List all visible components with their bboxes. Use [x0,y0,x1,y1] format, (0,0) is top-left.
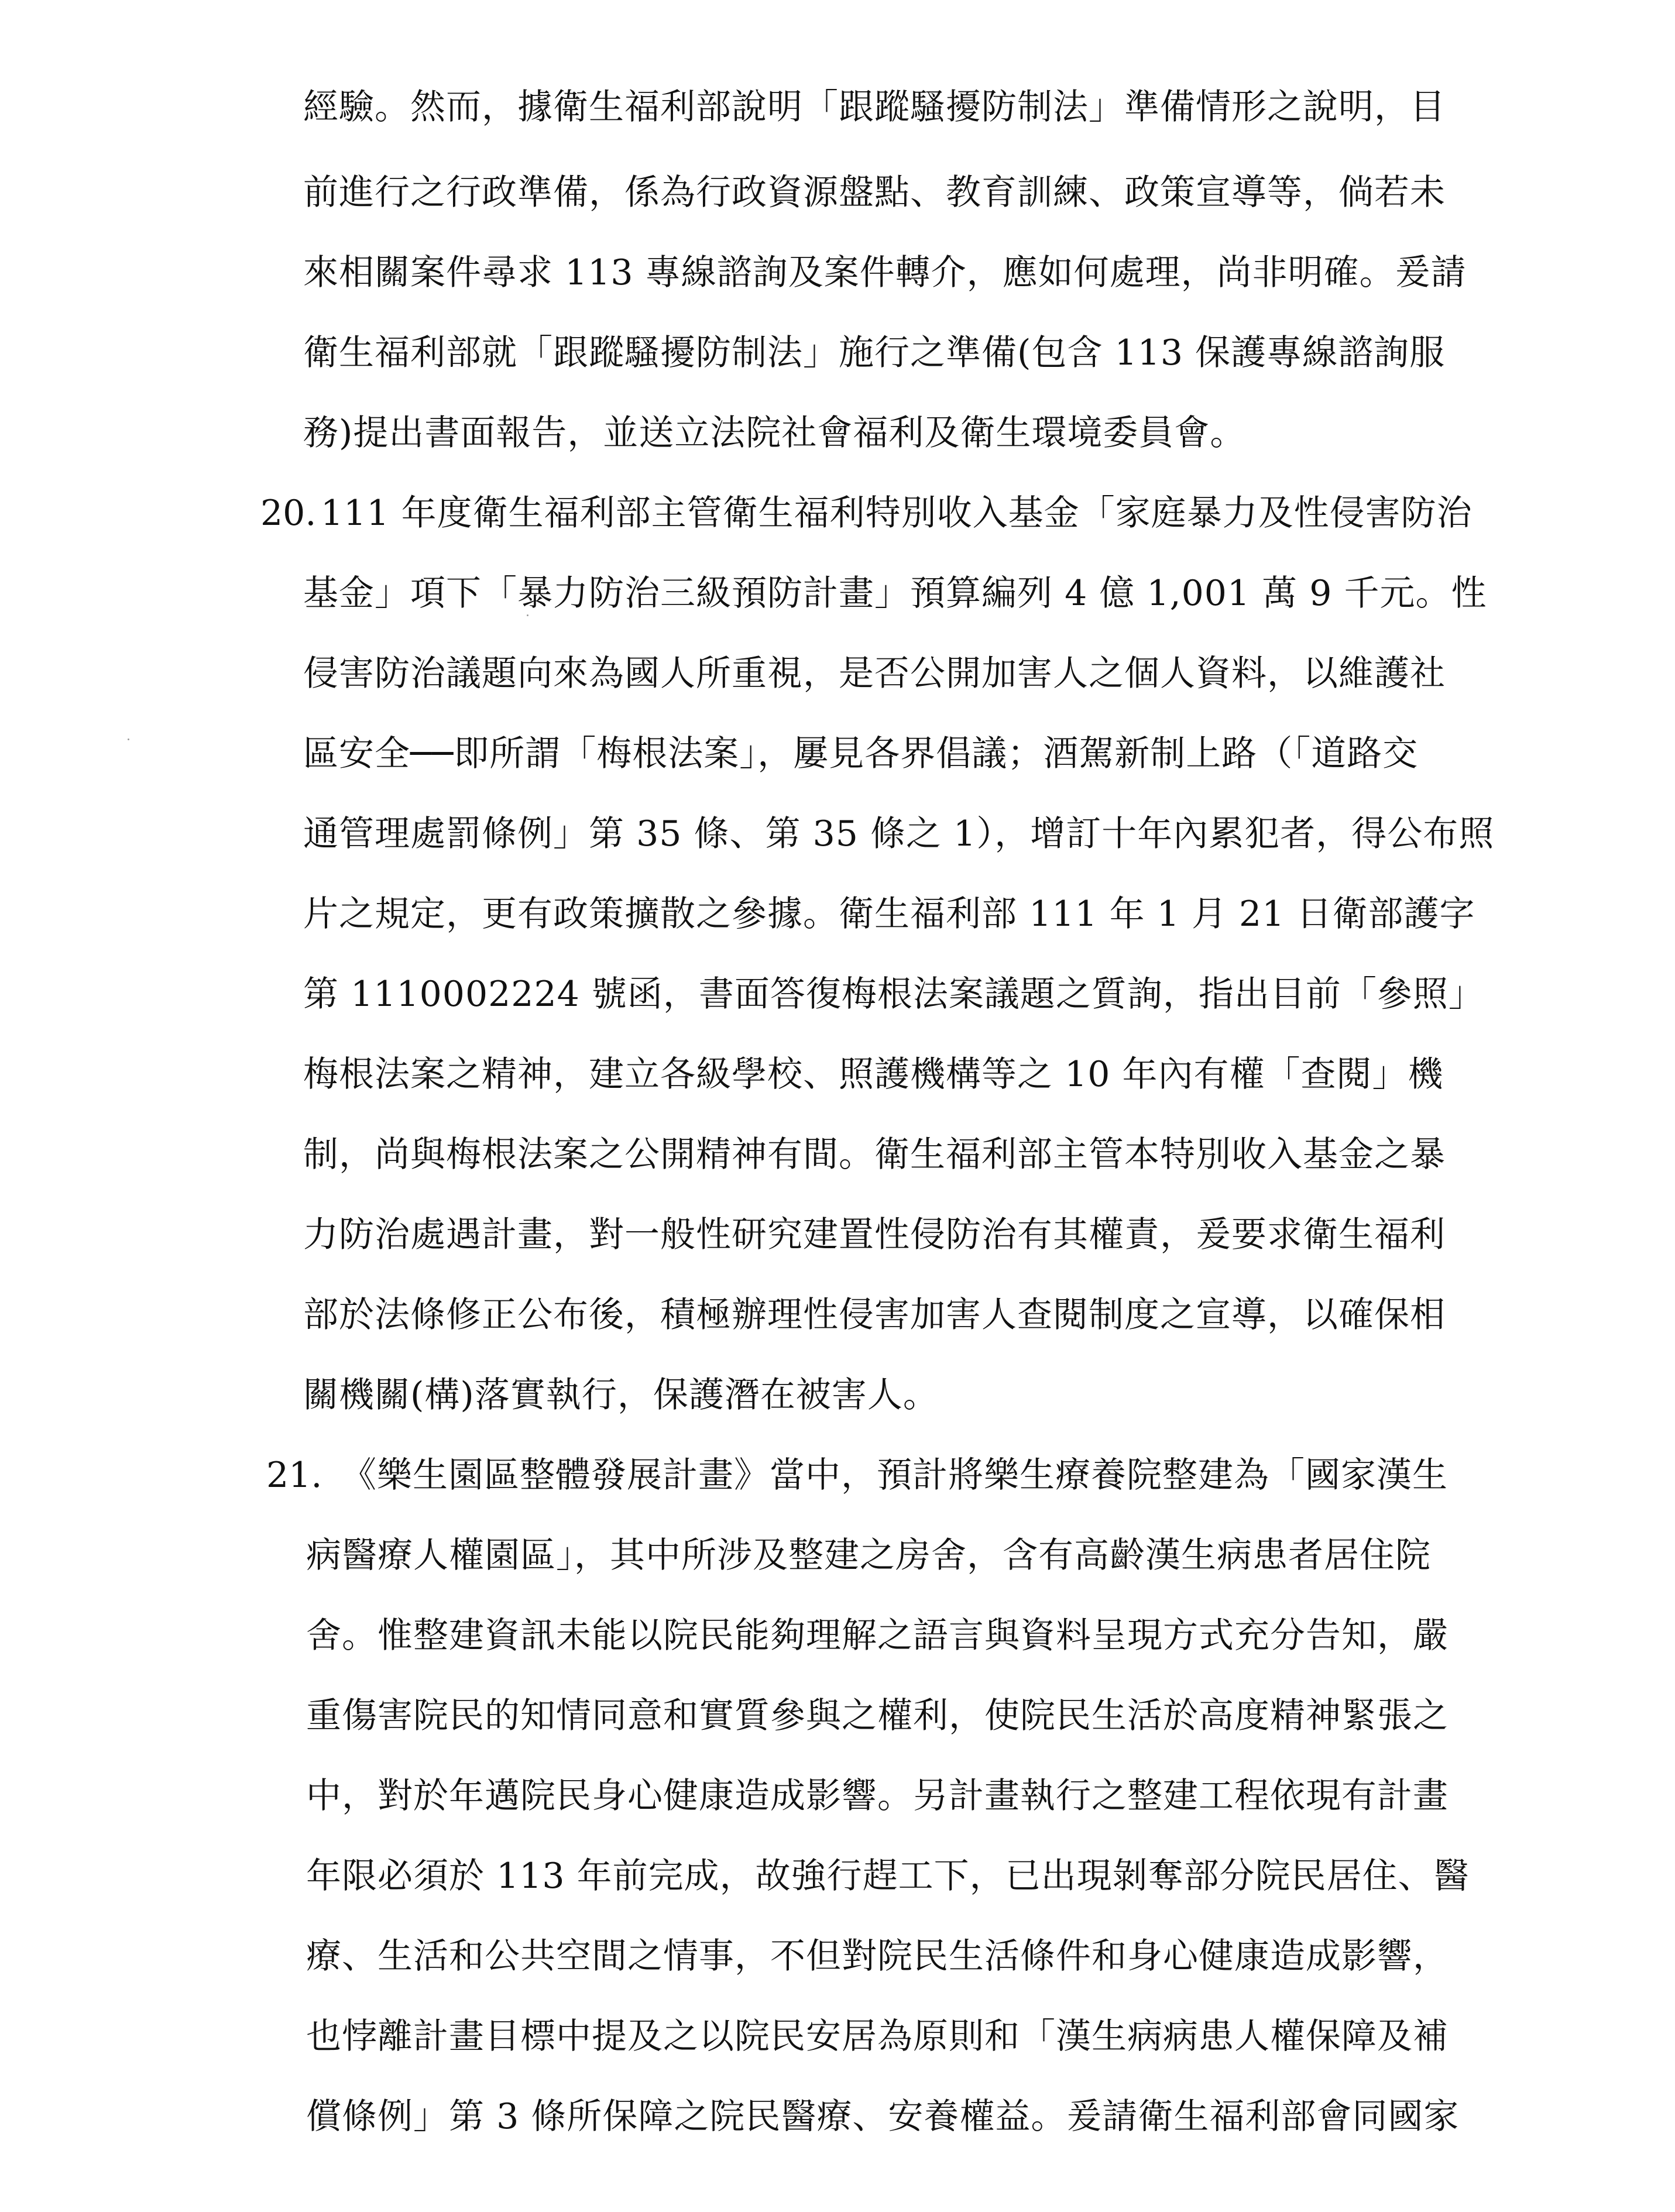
item-21-line: 償條例」第 3 條所保障之院民醫療、安養權益。爰請衛生福利部會同國家 [306,2096,1460,2137]
item-20-line: 第 1110002224 號函，書面答復梅根法案議題之質詢，指出目前「參照」 [303,974,1484,1015]
item-20-line: 力防治處遇計畫，對一般性研究建置性侵防治有其權責，爰要求衛生福利 [303,1214,1446,1255]
item-20-line: 區安全──即所謂「梅根法案」，屢見各界倡議；酒駕新制上路（「道路交 [303,733,1419,774]
item-21-line: 中，對於年邁院民身心健康造成影響。另計畫執行之整建工程依現有計畫 [306,1775,1449,1816]
item-20-line: 111 年度衛生福利部主管衛生福利特別收入基金「家庭暴力及性侵害防治 [321,493,1473,534]
scan-speck [527,614,528,616]
item-number: 20. [260,493,317,534]
scan-speck [128,739,129,740]
intro-line: 務)提出書面報告，並送立法院社會福利及衛生環境委員會。 [303,413,1246,454]
item-20-line: 侵害防治議題向來為國人所重視，是否公開加害人之個人資料，以維護社 [303,653,1446,694]
item-21-line: 也悖離計畫目標中提及之以院民安居為原則和「漢生病病患人權保障及補 [306,2016,1449,2057]
item-20-line: 關機關(構)落實執行，保護潛在被害人。 [303,1375,939,1416]
item-21-line: 年限必須於 113 年前完成，故強行趕工下，已出現剝奪部分院民居住、醫 [306,1856,1470,1897]
item-21-line: 重傷害院民的知情同意和實質參與之權利，使院民生活於高度精神緊張之 [306,1695,1449,1736]
item-20-line: 通管理處罰條例」第 35 條、第 35 條之 1），增訂十年內累犯者，得公布照 [303,813,1495,854]
item-20-line: 片之規定，更有政策擴散之參據。衛生福利部 111 年 1 月 21 日衛部護字 [303,894,1475,935]
intro-line: 衛生福利部就「跟蹤騷擾防制法」施行之準備(包含 113 保護專線諮詢服 [303,332,1446,373]
item-20-line: 梅根法案之精神，建立各級學校、照護機構等之 10 年內有權「查閱」機 [303,1054,1444,1095]
item-number: 21. [266,1455,322,1496]
intro-line: 來相關案件尋求 113 專線諮詢及案件轉介，應如何處理，尚非明確。爰請 [303,252,1467,293]
item-21-line: 《樂生園區整體發展計畫》當中，預計將樂生療養院整建為「國家漢生 [341,1455,1448,1496]
intro-line: 經驗。然而，據衛生福利部說明「跟蹤騷擾防制法」準備情形之說明，目 [303,87,1446,128]
item-20-line: 制，尚與梅根法案之公開精神有間。衛生福利部主管本特別收入基金之暴 [303,1134,1446,1175]
item-21-line: 療、生活和公共空間之情事，不但對院民生活條件和身心健康造成影響， [306,1936,1449,1977]
item-20-line: 基金」項下「暴力防治三級預防計畫」預算編列 4 億 1,001 萬 9 千元。性 [303,573,1487,614]
intro-line: 前進行之行政準備，係為行政資源盤點、教育訓練、政策宣導等，倘若未 [303,172,1446,213]
item-21-line: 病醫療人權園區」，其中所涉及整建之房舍，含有高齡漢生病患者居住院 [306,1535,1431,1576]
item-21-line: 舍。惟整建資訊未能以院民能夠理解之語言與資料呈現方式充分告知，嚴 [306,1615,1449,1656]
item-20-line: 部於法條修正公布後，積極辦理性侵害加害人查閱制度之宣導，以確保相 [303,1294,1446,1335]
